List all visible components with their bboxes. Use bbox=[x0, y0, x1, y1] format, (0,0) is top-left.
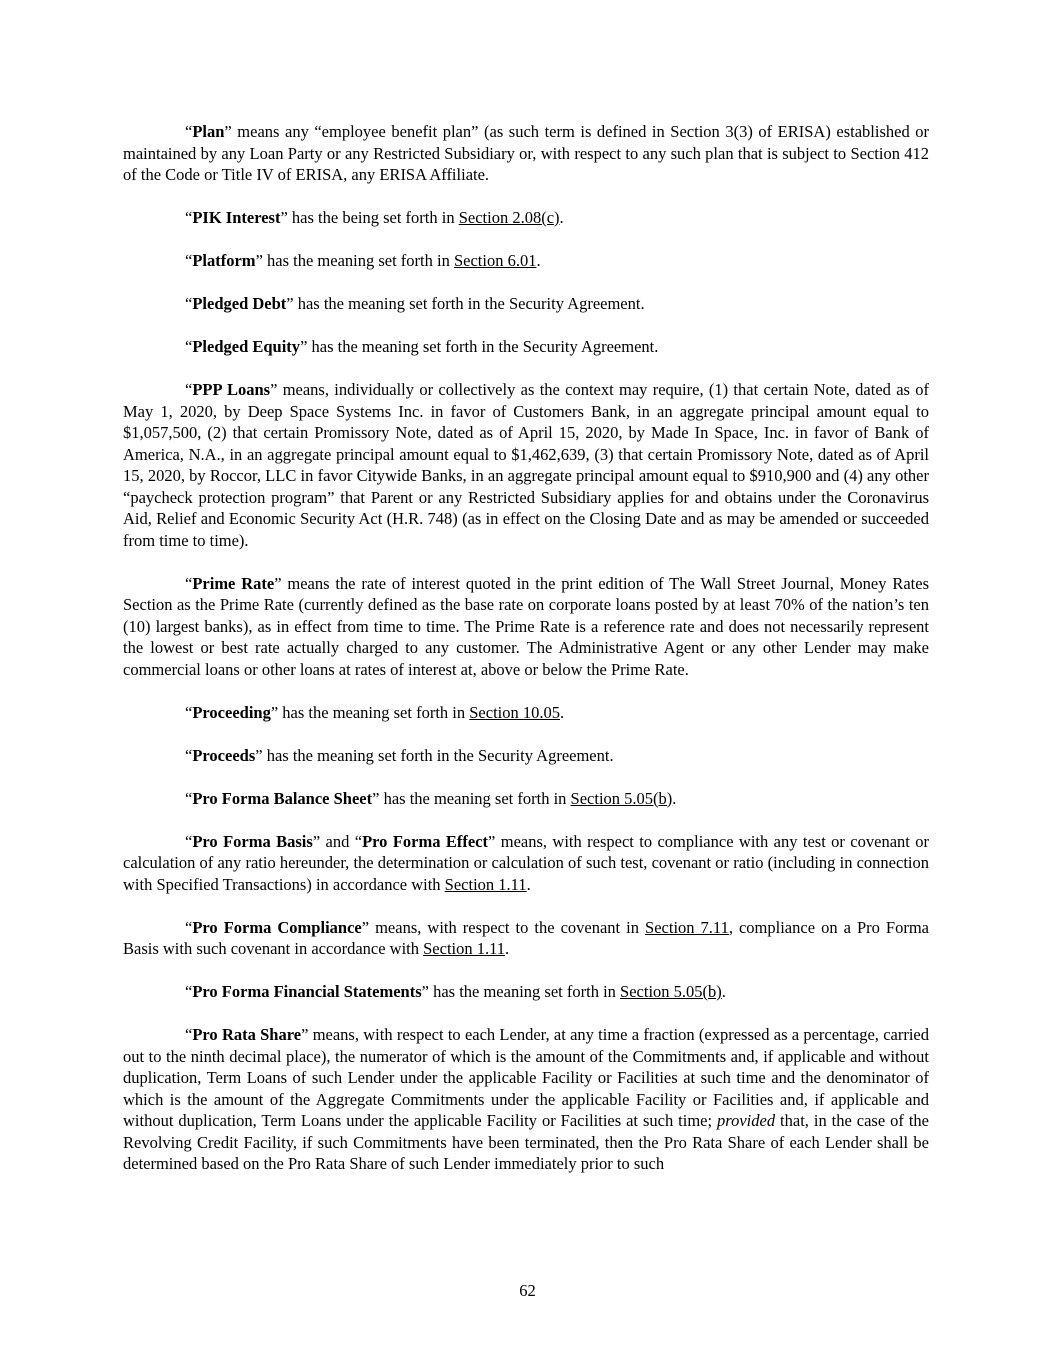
defined-term: Proceeds bbox=[192, 745, 256, 765]
defined-term: Pro Forma Compliance bbox=[192, 917, 362, 937]
defined-term: Pro Forma Effect bbox=[362, 831, 489, 851]
paragraph: “Plan” means any “employee benefit plan” (as such term is defined in Section 3(3) of ERISA) established or maintained by any Loan Party or any Restricted Subsidiary or, with respect to any such plan that is subject to Section 412 of the Code or Title IV of ERISA, any ERISA Affiliate. bbox=[123, 122, 929, 184]
section-reference[interactable]: Section 1.11 bbox=[423, 939, 506, 958]
paragraph: “Pro Forma Compliance” means, with respect to the covenant in Section 7.11, compliance on a Pro Forma Basis with such covenant in accordance with Section 1.11. bbox=[123, 917, 929, 958]
paragraph: “Platform” has the meaning set forth in Section 6.01. bbox=[185, 251, 541, 270]
section-reference[interactable]: Section 2.08(c) bbox=[458, 208, 560, 227]
paragraph: “Pledged Debt” has the meaning set forth in the Security Agreement. bbox=[185, 294, 645, 313]
defined-term: Pro Rata Share bbox=[192, 1025, 302, 1044]
paragraph: “Pro Forma Financial Statements” has the meaning set forth in Section 5.05(b). bbox=[185, 982, 726, 1001]
defined-term: Pro Forma Balance Sheet bbox=[192, 788, 373, 808]
defined-term: Plan bbox=[192, 122, 225, 141]
page-number: 62 bbox=[519, 1281, 536, 1300]
paragraph: “Pro Rata Share” means, with respect to each Lender, at any time a fraction (expressed as a percentage, carried out to the ninth decimal place), the numerator of which is the amount of the Commitments and, if applicable and without duplication, Term Loans of such Lender under the applicable Facility or Facilities at such time and the denominator of which is the amount of the Aggregate Commitments under the applicable Facility or Facilities and, if applicable and without duplication, Term Loans under the applicable Facility or Facilities at such time; provided that, in the case of the Revolving Credit Facility, if such Commitments have been terminated, then the Pro Rata Share of each Lender shall be determined based on the Pro Rata Share of such Lender immediately prior to such bbox=[123, 1025, 929, 1173]
paragraph: “PPP Loans” means, individually or collectively as the context may require, (1) that certain Note, dated as of May 1, 2020, by Deep Space Systems Inc. in favor of Customers Bank, in an aggregate principal amount equal to $1,057,500, (2) that certain Promissory Note, dated as of April 15, 2020, by Made In Space, Inc. in favor of Bank of America, N.A., in an aggregate principal amount equal to $1,462,639, (3) that certain Promissory Note, dated as of April 15, 2020, by Roccor, LLC in favor Citywide Banks, in an aggregate principal amount equal to $910,900 and (4) any other “paycheck protection program” that Parent or any Restricted Subsidiary applies for and obtains under the Coronavirus Aid, Relief and Economic Security Act (H.R. 748) (as in effect on the Closing Date and as may be amended or succeeded from time to time). bbox=[123, 380, 929, 550]
defined-term: Pledged Debt bbox=[192, 294, 287, 313]
paragraph: “Prime Rate” means the rate of interest quoted in the print edition of The Wall Street Journal, Money Rates Section as the Prime Rate (currently defined as the base rate on corporate loans posted by at least 70% of the nation’s ten (10) largest banks), as in effect from time to time. The Prime Rate is a reference rate and does not necessarily represent the lowest or best rate actually charged to any customer. The Administrative Agent or any other Lender may make commercial loans or other loans at rates of interest at, above or below the Prime Rate. bbox=[123, 573, 929, 679]
document-body bbox=[123, 121, 929, 1196]
section-reference[interactable]: Section 10.05 bbox=[469, 702, 560, 722]
paragraph: “Pro Forma Basis” and “Pro Forma Effect” means, with respect to compliance with any test or covenant or calculation of any ratio hereunder, the determination or calculation of such test, covenant or ratio (including in connection with Specified Transactions) in accordance with Section 1.11. bbox=[123, 831, 930, 894]
italic-text: provided bbox=[717, 1111, 776, 1130]
paragraph: “Pledged Equity” has the meaning set forth in the Security Agreement. bbox=[185, 337, 659, 356]
section-reference[interactable]: Section 1.11 bbox=[444, 874, 527, 894]
section-reference[interactable]: Section 5.05(b) bbox=[570, 788, 673, 808]
paragraph: “PIK Interest” has the being set forth in Section 2.08(c). bbox=[185, 208, 564, 227]
defined-term: Pro Forma Basis bbox=[192, 831, 313, 851]
paragraph: “Pro Forma Balance Sheet” has the meaning set forth in Section 5.05(b). bbox=[185, 788, 677, 808]
defined-term: PIK Interest bbox=[192, 208, 281, 227]
defined-term: Proceeding bbox=[192, 702, 271, 722]
defined-term: PPP Loans bbox=[192, 380, 271, 399]
section-reference[interactable]: Section 6.01 bbox=[453, 251, 537, 270]
paragraph: “Proceeding” has the meaning set forth in Section 10.05. bbox=[185, 702, 565, 722]
defined-term: Prime Rate bbox=[192, 573, 275, 593]
defined-term: Pro Forma Financial Statements bbox=[192, 982, 422, 1001]
defined-term: Platform bbox=[192, 251, 256, 270]
section-reference[interactable]: Section 7.11 bbox=[645, 917, 729, 937]
paragraph: “Proceeds” has the meaning set forth in the Security Agreement. bbox=[185, 745, 614, 765]
section-reference[interactable]: Section 5.05(b) bbox=[620, 982, 722, 1001]
defined-term: Pledged Equity bbox=[192, 337, 301, 356]
